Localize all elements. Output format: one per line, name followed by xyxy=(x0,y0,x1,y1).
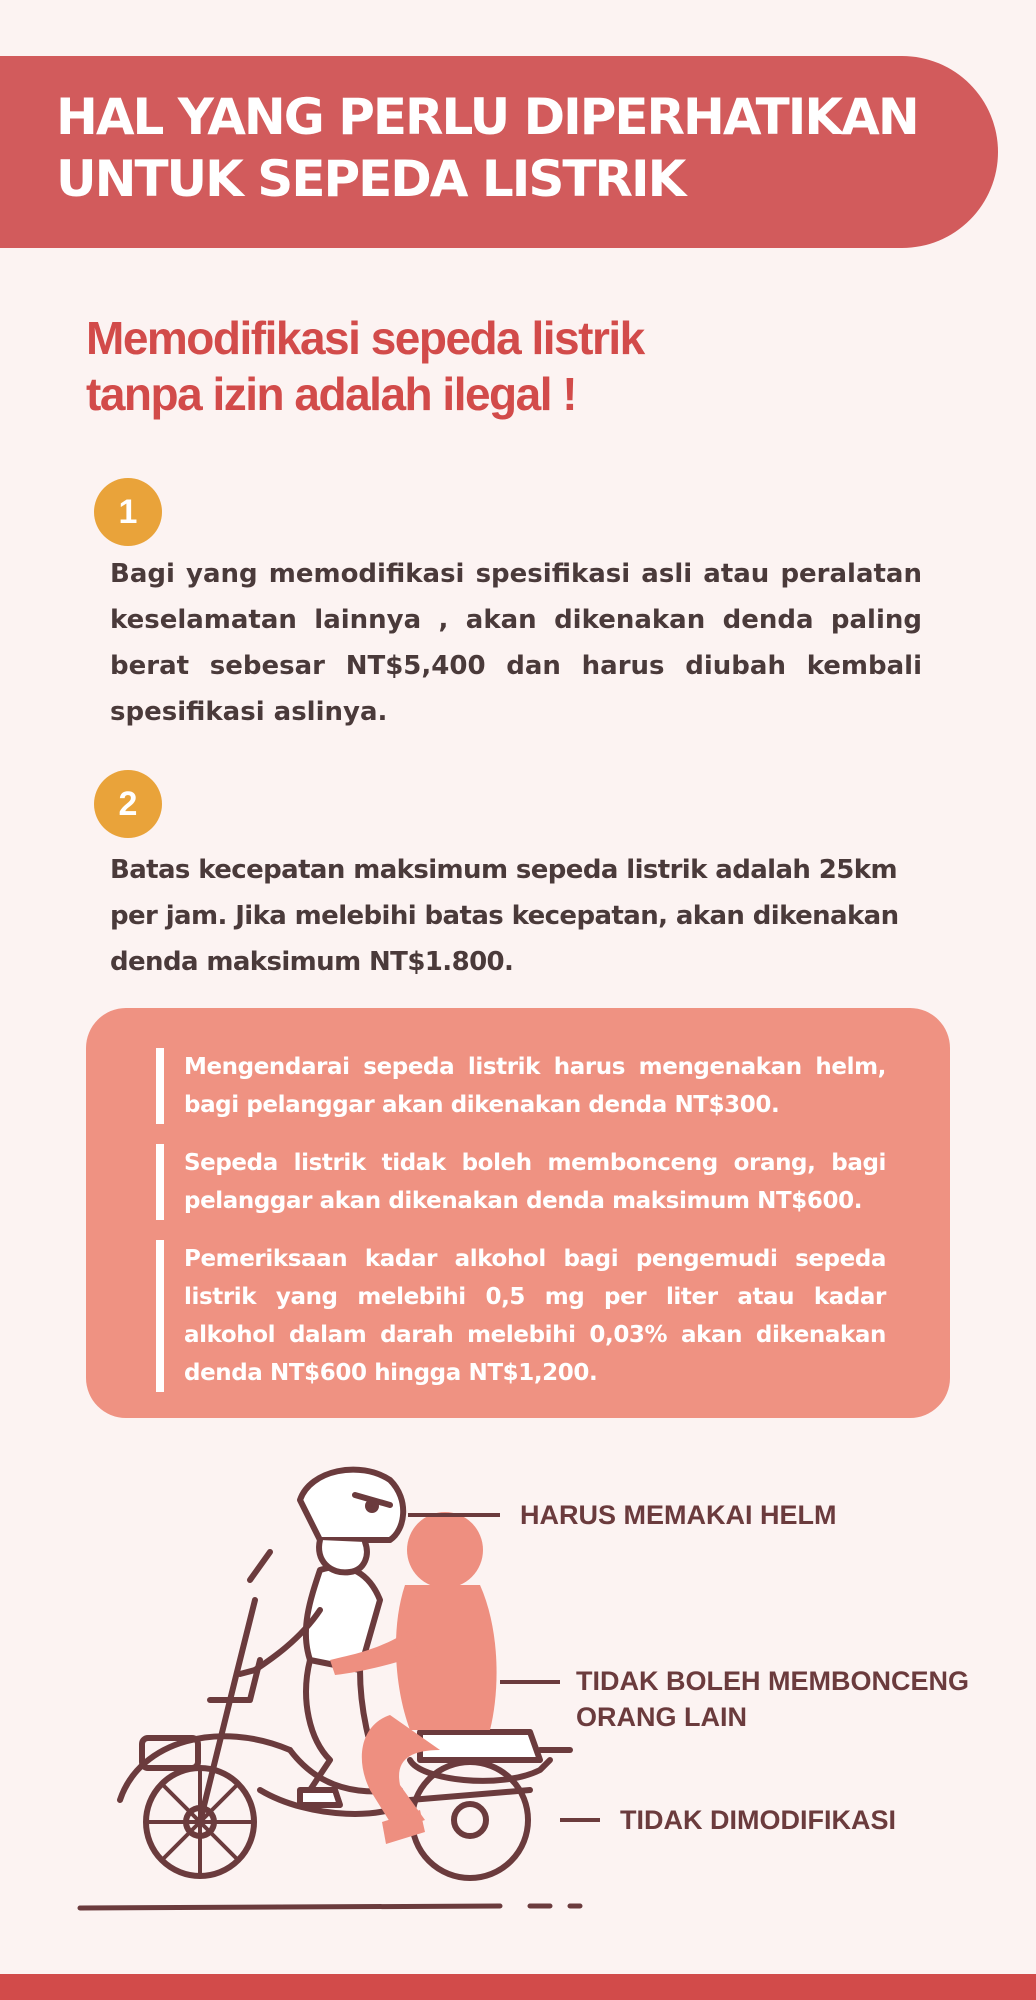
label-passenger: TIDAK BOLEH MEMBONCENG ORANG LAIN xyxy=(576,1666,969,1732)
note-alcohol: Pemeriksaan kadar alkohol bagi pengemudi sepeda listrik yang melebihi 0,5 mg per liter atau kadar alkohol dalam darah melebihi 0,03% akan dikenakan denda NT$600 hingga NT$1,200. xyxy=(156,1240,886,1392)
number-badge-2: 2 xyxy=(94,770,162,838)
rule-text-1: Bagi yang memodifikasi spesifikasi asli atau peralatan keselamatan lainnya , akan dikenakan denda paling berat sebesar NT$5,400 dan harus diubah kembali spesifikasi aslinya. xyxy=(110,559,922,727)
bottom-bar xyxy=(0,1974,1036,2000)
subtitle: Memodifikasi sepeda listrik tanpa izin adalah ilegal ! xyxy=(86,312,644,420)
rule-text-2: Batas kecepatan maksimum sepeda listrik adalah 25km per jam. Jika melebihi batas kecepatan, akan dikenakan denda maksimum NT$1.800. xyxy=(110,855,899,977)
label-modify: TIDAK DIMODIFIKASI xyxy=(620,1805,896,1835)
notes-box xyxy=(86,1008,950,1418)
header-banner xyxy=(0,56,998,248)
note-passenger: Sepeda listrik tidak boleh membonceng orang, bagi pelanggar akan dikenakan denda maksimum NT$600. xyxy=(156,1144,886,1220)
number-badge-1: 1 xyxy=(94,478,162,546)
note-helmet: Mengendarai sepeda listrik harus mengenakan helm, bagi pelanggar akan dikenakan denda NT$300. xyxy=(156,1048,886,1124)
page-title: HAL YANG PERLU DIPERHATIKAN UNTUK SEPEDA LISTRIK xyxy=(56,88,918,208)
label-helmet: HARUS MEMAKAI HELM xyxy=(520,1500,837,1530)
